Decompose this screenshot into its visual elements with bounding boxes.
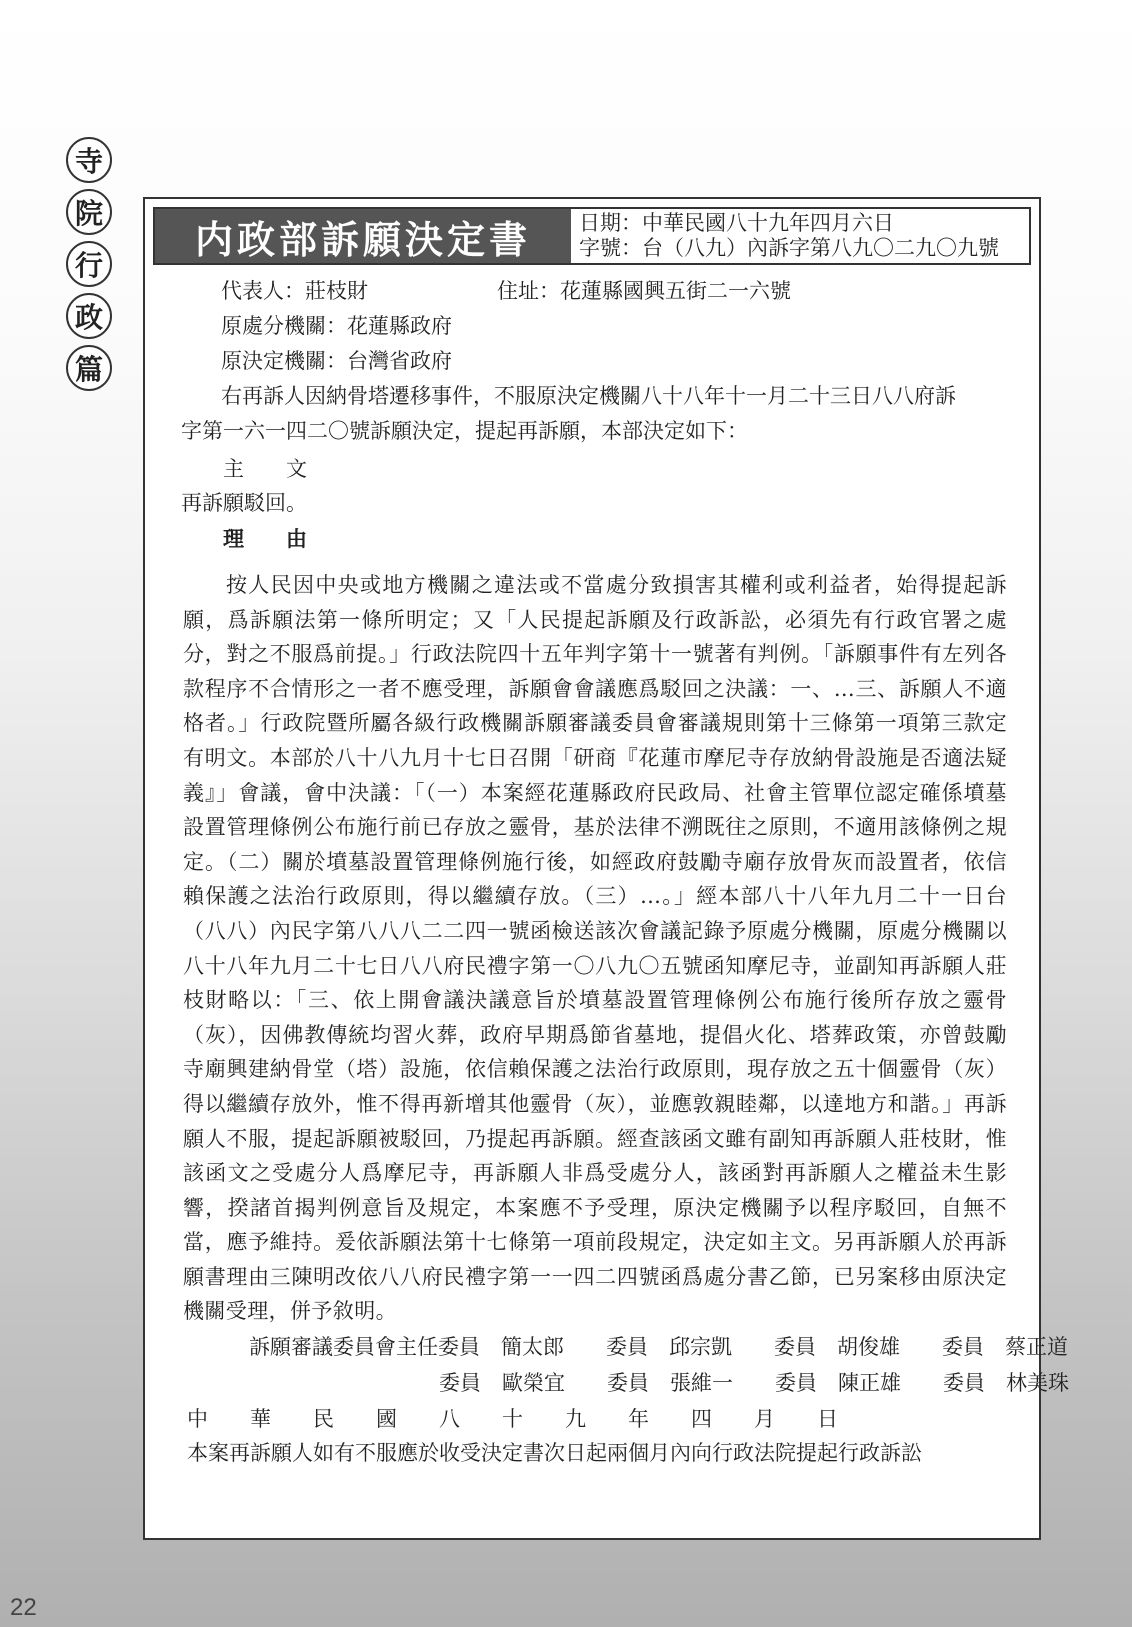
side-tab-char: 寺 (66, 137, 112, 183)
document-number: 字號：台（八九）內訴字第八九〇二九〇九號 (579, 236, 999, 260)
document-header (153, 207, 1031, 265)
committee-line-1: 訴願審議委員會主任委員 簡太郎 委員 邱宗凱 委員 胡俊雄 委員 蔡正道 (249, 1335, 1068, 1359)
side-tab-char: 政 (66, 293, 112, 339)
reasons-heading: 理 由 (223, 526, 307, 551)
reasons-body-text: 按人民因中央或地方機關之違法或不當處分致損害其權利或利益者，始得提起訴願，爲訴願法第一條所明定；又「人民提起訴願及行政訴訟，必須先有行政官署之處分，對之不服爲前提。」行政法院四十五年判字第十一號著有判例。「訴願事件有左列各款程序不合情形之一者不應受理，訴願會會議應爲駁回之決議：一、…三、訴願人不適格者。」行政院暨所屬各級行政機關訴願審議委員會審議規則第十三條第一項第三款定有明文。本部於八十八九月十七日召開「研商『花蓮市摩尼寺存放納骨設施是否適法疑義』」會議，會中決議：「（一）本案經花蓮縣政府民政局、社會主管單位認定確係墳墓設置管理條例公布施行前已存放之靈骨，基於法律不溯既往之原則，不適用該條例之規定。（二）關於墳墓設置管理條例施行後，如經政府鼓勵寺廟存放骨灰而設置者，依信賴保護之法治行政原則，得以繼續存放。（三）…。」經本部八十八年九月二十一日台（八八）內民字第八八八二二四一號函檢送該次會議記錄予原處分機關，原處分機關以八十八年九月二十七日八八府民禮字第一〇八九〇五號函知摩尼寺，並副知再訴願人莊枝財略以：「三、依上開會議決議意旨於墳墓設置管理條例公布施行後所存放之靈骨（灰），因佛教傳統均習火葬，政府早期爲節省墓地，提倡火化、塔葬政策，亦曾鼓勵寺廟興建納骨堂（塔）設施，依信賴保護之法治行政原則，現存放之五十個靈骨（灰）得以繼續存放外，惟不得再新增其他靈骨（灰），並應敦親睦鄰，以達地方和諧。」再訴願人不服，提起訴願被駁回，乃提起再訴願。經查該函文雖有副知再訴願人莊枝財，惟該函文之受處分人爲摩尼寺，再訴願人非爲受處分人，該函對再訴願人之權益未生影響，揆諸首揭判例意旨及規定，本案應不予受理，原決定機關予以程序駁回，自無不當，應予維持。爰依訴願法第十七條第一項前段規定，決定如主文。另再訴願人於再訴願書理由三陳明改依八八府民禮字第一一四二四號函爲處分書乙節，已另案移由原決定機關受理，併予敘明。 (183, 573, 1007, 1324)
representative-line: 代表人：莊枝財 (221, 279, 368, 303)
main-text-content: 再訴願駁回。 (181, 491, 307, 515)
intro-line-2: 字第一六一四二〇號訴願決定，提起再訴願，本部決定如下： (181, 419, 748, 443)
address-line: 住址：花蓮縣國興五街二一六號 (497, 279, 791, 303)
document-date: 日期：中華民國八十九年四月六日 (579, 211, 894, 235)
document-title: 内政部訴願決定書 (155, 209, 571, 263)
decision-date-line: 中 華 民 國 八 十 九 年 四 月 日 (187, 1407, 838, 1431)
page-number: 22 (10, 1594, 37, 1621)
document-meta (571, 209, 1029, 263)
committee-line-2: 委員 歐榮宜 委員 張維一 委員 陳正雄 委員 林美珠 (439, 1371, 1069, 1395)
reasons-body (183, 568, 1007, 1329)
document-frame (143, 197, 1069, 1540)
original-agency-line: 原處分機關：花蓮縣政府 (221, 314, 452, 338)
main-text-heading: 主 文 (223, 457, 307, 481)
intro-line-1: 右再訴人因納骨塔遷移事件，不服原決定機關八十八年十一月二十三日八八府訴 (221, 384, 956, 408)
side-tab-char: 院 (66, 189, 112, 235)
side-tab-char: 篇 (66, 345, 112, 391)
side-tab-char: 行 (66, 241, 112, 287)
decision-agency-line: 原決定機關：台灣省政府 (221, 349, 452, 373)
appeal-notice: 本案再訴願人如有不服應於收受決定書次日起兩個月內向行政法院提起行政訴訟 (187, 1441, 922, 1465)
section-side-tab (66, 137, 112, 391)
